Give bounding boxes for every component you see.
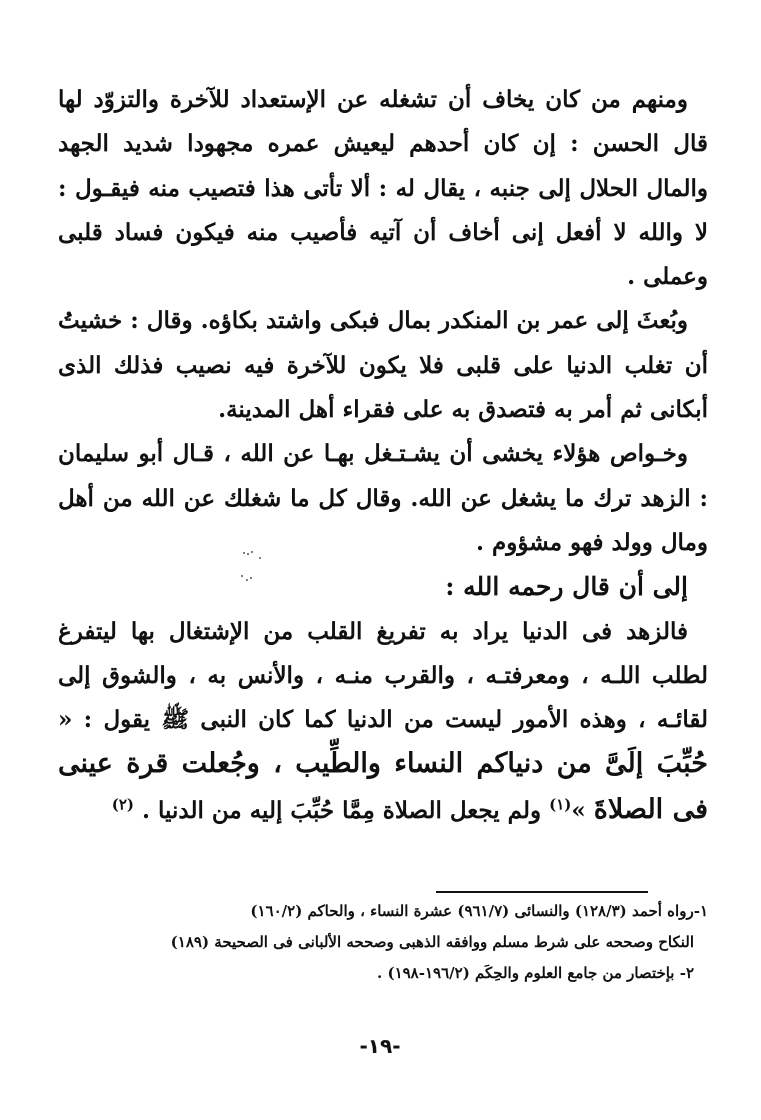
- footnote-ref-2: (٢): [111, 795, 135, 814]
- quote-close-mark: »: [571, 796, 586, 824]
- paragraph-4-intro: فالزهد فى الدنيا يراد به تفريغ القلب من الإشتغال بها ليتفرغ لطلب اللـه ، ومعرفتـه ، والقرب منـه ، والأنس به ، والشوق إلى لقائـه ، وهذه الأمور ليست من الدنيا كما كان النبى ﷺ يقول : «: [58, 617, 708, 734]
- footnote-1: ١-رواه أحمد (١٢٨/٣) والنسائى (٩٦١/٧) عشرة النساء ، والحاكم (١٦٠/٢): [250, 902, 708, 920]
- paragraph-1: ومنهم من كان يخاف أن تشغله عن الإستعداد للآخرة والتزوّد لها قال الحسن : إن كان أحدهم ليعيش عمره مجهودا شديد الجهد والمال الحلال إلى جنبه ، يقال له : ألا تأتى هذا فتصيب منه فيقـول : لا والله لا أفعل إنى أخاف أن آتيه فأصيب منه فيكون فساد قلبى وعملى .: [58, 86, 708, 291]
- paragraph-2: وبُعثَ إلى عمر بن المنكدر بمال فبكى واشتد بكاؤه. وقال : خشيتُ أن تغلب الدنيا على قلبى فلا يكون للآخرة فيه نصيب فذلك الذى أبكانى ثم أمر به فتصدق به على فقراء أهل المدينة.: [58, 307, 708, 424]
- page-number: -١٩-: [359, 1034, 401, 1058]
- paper-speckle-marks: [238, 548, 278, 588]
- hadith-quote: حُبِّبَ إلَىَّ من دنياكم النساء والطِّيب ، وجُعلت قرة عينى فى الصلاةَ: [58, 748, 708, 825]
- section-heading: إلى أن قال رحمه الله :: [445, 572, 688, 602]
- paragraph-4-outro: ولم يجعل الصلاة مِمَّا حُبِّبَ إليه من الدنيا .: [142, 796, 542, 824]
- paragraph-3: وخـواص هؤلاء يخشى أن يشـتـغل بهـا عن الله ، قـال أبو سليمان : الزهد ترك ما يشغل عن الله. وقال كل ما شغلك عن الله من أهل ومال وولد فهو مشؤوم .: [58, 440, 708, 556]
- footnotes: [94, 896, 708, 989]
- paragraph-4: [58, 610, 708, 833]
- footnote-2: ٢- بإختصار من جامع العلوم والحِكَم (١٩٦/٢-١٩٨) .: [377, 964, 694, 982]
- main-text: [58, 78, 708, 833]
- footnote-ref-1: (١): [549, 795, 572, 814]
- footnote-1-continued: النكاح وصححه على شرط مسلم ووافقه الذهبى وصححه الألبانى فى الصحيحة (١٨٩): [170, 933, 694, 951]
- footnote-divider: [436, 891, 648, 893]
